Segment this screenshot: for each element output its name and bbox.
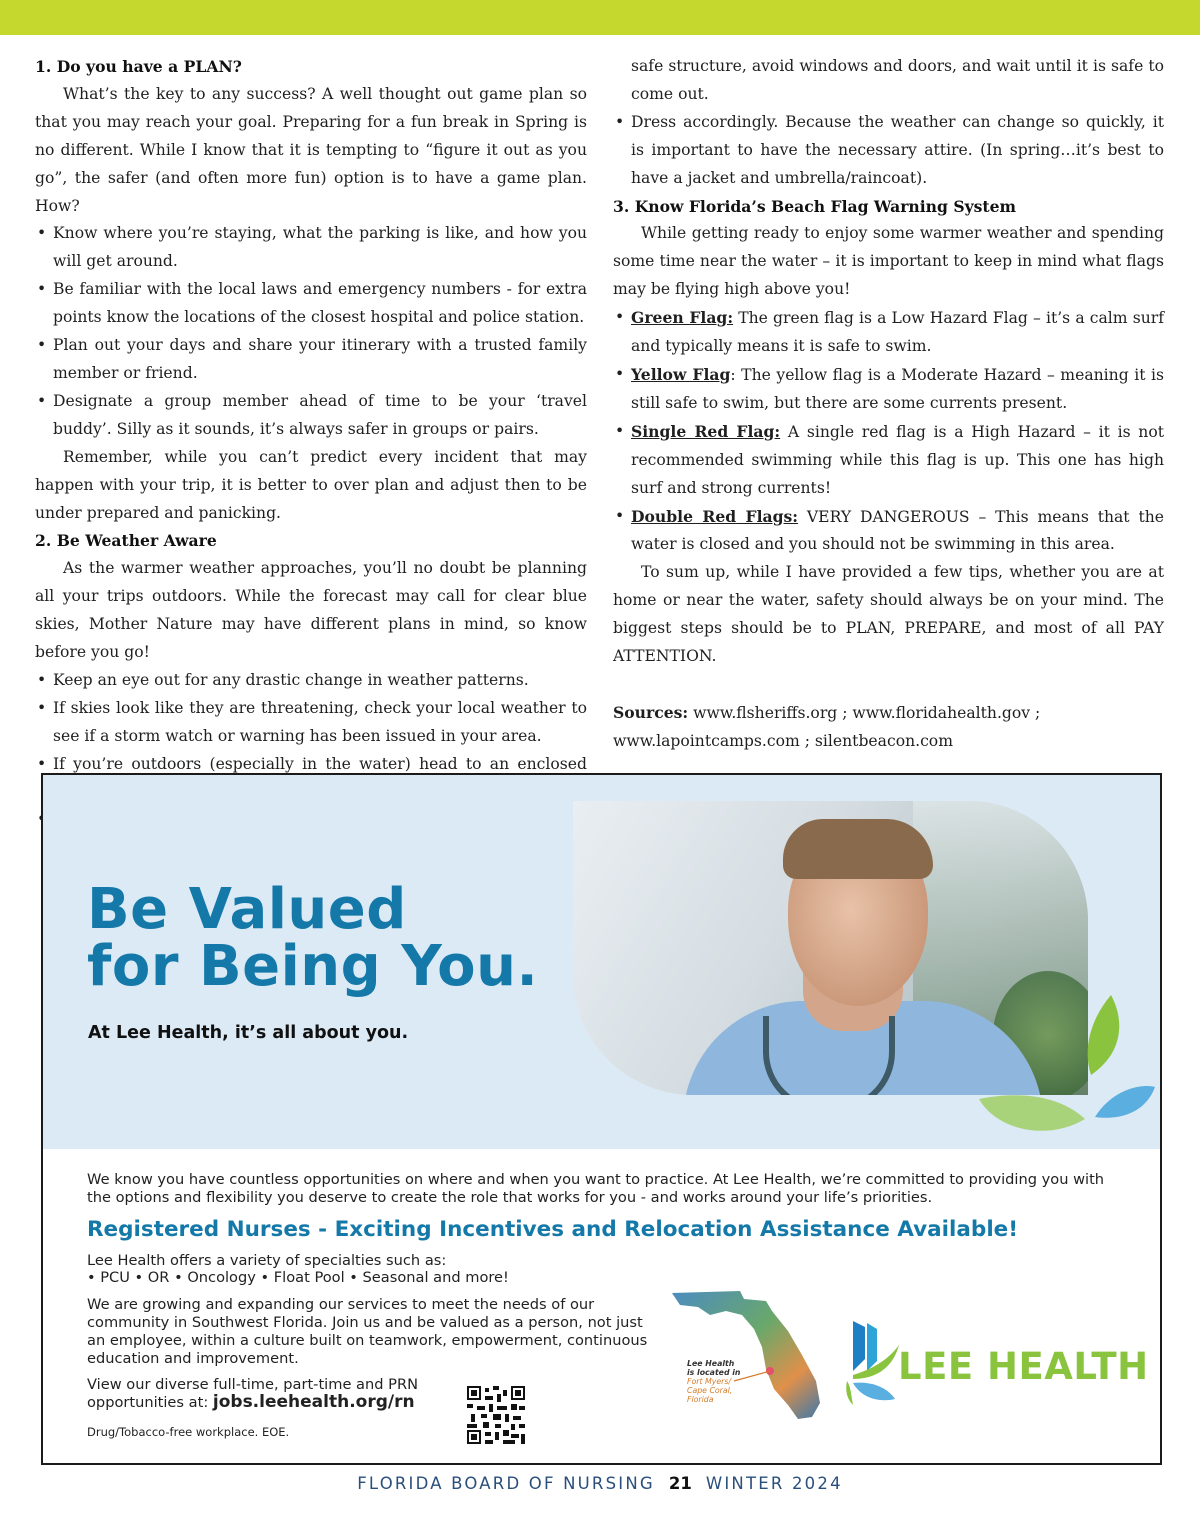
ad-headline — [87, 877, 539, 999]
qr-code-icon[interactable] — [467, 1386, 525, 1444]
florida-map-icon — [670, 1285, 835, 1425]
map-caption-text: Lee Health is located in — [687, 1359, 741, 1377]
weather-intro: As the warmer weather approaches, you’ll no doubt be planning all your trips outdoors. While the forecast may call for clear blue skies, Mother Nature may have different plans in mind, so know before you go! — [35, 559, 587, 662]
list-item: • If you’re outdoors (especially in the water) head to an enclosed — [35, 751, 587, 807]
list-item: • If skies look like they are threatening, check your local weather to see if a storm watch or warning has been issued in your area. — [35, 695, 587, 751]
flag-label: Double Red Flags: — [631, 506, 799, 526]
ad-headline-line-1: Be Valued — [87, 877, 407, 942]
flag-item-single-red — [613, 418, 1164, 503]
ad-tagline: At Lee Health, it’s all about you. — [88, 1023, 409, 1043]
section-heading-weather: 2. Be Weather Aware — [35, 531, 217, 551]
flag-label: Single Red Flag: — [631, 421, 781, 441]
article-column-right — [613, 53, 1164, 756]
list-item: • Know where you’re staying, what the parking is like, and how you will get around. — [35, 220, 587, 276]
flag-item-green — [613, 304, 1164, 361]
list-item-continued: safe structure, avoid windows and doors, and wait until it is safe to come out. — [631, 57, 1164, 103]
issue-date: WINTER 2024 — [705, 1474, 843, 1493]
flag-text: VERY DANGEROUS – This means that the water is closed and you should not be swimming in this area. — [631, 507, 1164, 554]
flag-label: Green Flag: — [631, 308, 734, 328]
flag-text: The green flag is a Low Hazard Flag – it’s a calm surf and typically means it is safe to swim. — [631, 309, 1164, 356]
flag-text: : The yellow flag is a Moderate Hazard – meaning it is still safe to swim, but there are some currents present. — [631, 365, 1164, 412]
sources-text: www.flsheriffs.org ; www.floridahealth.gov ; www.lapointcamps.com ; silentbeacon.com — [613, 703, 1041, 750]
view-text: View our diverse full-time, part-time and PRN opportunities at: — [87, 1376, 419, 1412]
weather-list-continued — [613, 109, 1164, 193]
article-column-left — [35, 53, 587, 862]
top-color-bar — [0, 0, 1200, 35]
flag-item-yellow — [613, 361, 1164, 418]
list-item: • Dress accordingly. Because the weather can change so quickly, it is important to have the necessary attire. (In spring…it’s best to have a jacket and umbrella/raincoat). — [613, 109, 1164, 193]
page-footer — [0, 1474, 1200, 1493]
sources-line — [613, 699, 1164, 756]
flag-text: A single red flag is a High Hazard – it is not recommended swimming while this flag is up. This one has high surf and strong currents! — [631, 422, 1164, 497]
list-item: • Designate a group member ahead of time to be your ‘travel buddy’. Silly as it sounds, it’s always safer in groups or pairs. — [35, 388, 587, 444]
jobs-link[interactable]: jobs.leehealth.org/rn — [212, 1392, 415, 1413]
summary-paragraph: To sum up, while I have provided a few tips, whether you are at home or near the water, safety should always be on your mind. The biggest steps should be to PLAN, PREPARE, and most of all PAY ATTENTION. — [613, 563, 1164, 666]
publication-name: FLORIDA BOARD OF NURSING — [357, 1474, 655, 1493]
flag-label: Yellow Flag — [631, 364, 731, 384]
list-item: • Plan out your days and share your itinerary with a trusted family member or friend. — [35, 332, 587, 388]
map-location-text: Fort Myers/ Cape Coral, Florida — [687, 1377, 733, 1404]
ad-intro: We know you have countless opportunities on where and when you want to practice. At Lee Health, we’re committed to providing you with the options and flexibility you deserve to create the role that works for you - and works around your life’s priorities. — [87, 1171, 1105, 1206]
section-heading-flags: 3. Know Florida’s Beach Flag Warning System — [613, 196, 1017, 216]
plan-closing: Remember, while you can’t predict every incident that may happen with your trip, it is better to over plan and adjust then to be under prepared and panicking. — [35, 447, 587, 522]
sources-label: Sources: — [613, 702, 689, 722]
specialties-intro: Lee Health offers a variety of specialties such as: — [87, 1251, 447, 1269]
section-heading-plan: 1. Do you have a PLAN? — [35, 57, 242, 76]
rn-heading: Registered Nurses - Exciting Incentives and Relocation Assistance Available! — [87, 1216, 1019, 1242]
flags-intro: While getting ready to enjoy some warmer weather and spending some time near the water – it is important to keep in mind what flags may be flying high above you! — [613, 224, 1164, 299]
plan-intro: What’s the key to any success? A well thought out game plan so that you may reach your goal. Preparing for a fun break in Spring is no different. While I know that it is tempting to “figure it out as you go”, the safer (and often more fun) option is to have a game plan. How? — [35, 84, 587, 215]
lee-health-advertisement — [41, 773, 1162, 1465]
leaf-decoration-icon — [979, 991, 1155, 1141]
ad-headline-line-2: for Being You. — [87, 934, 539, 999]
lee-health-wordmark: LEE HEALTH — [898, 1345, 1149, 1388]
flags-list — [613, 304, 1164, 559]
page-number: 21 — [668, 1474, 692, 1493]
eoe-notice: Drug/Tobacco-free workplace. EOE. — [87, 1424, 290, 1439]
plan-list — [35, 220, 587, 443]
flag-item-double-red — [613, 503, 1164, 560]
specialties-list: • PCU • OR • Oncology • Float Pool • Seasonal and more! — [87, 1269, 509, 1287]
list-item: • Keep an eye out for any drastic change in weather patterns. — [35, 667, 587, 695]
list-item: • Be familiar with the local laws and emergency numbers - for extra points know the locations of the closest hospital and police station. — [35, 276, 587, 332]
growing-paragraph: We are growing and expanding our services to meet the needs of our community in Southwest Florida. Join us and be valued as a person, not just an employee, within a culture built on teamwork, empowerment, continuous education and improvement. — [87, 1296, 648, 1367]
map-caption — [687, 1359, 745, 1404]
view-opportunities — [87, 1376, 457, 1412]
